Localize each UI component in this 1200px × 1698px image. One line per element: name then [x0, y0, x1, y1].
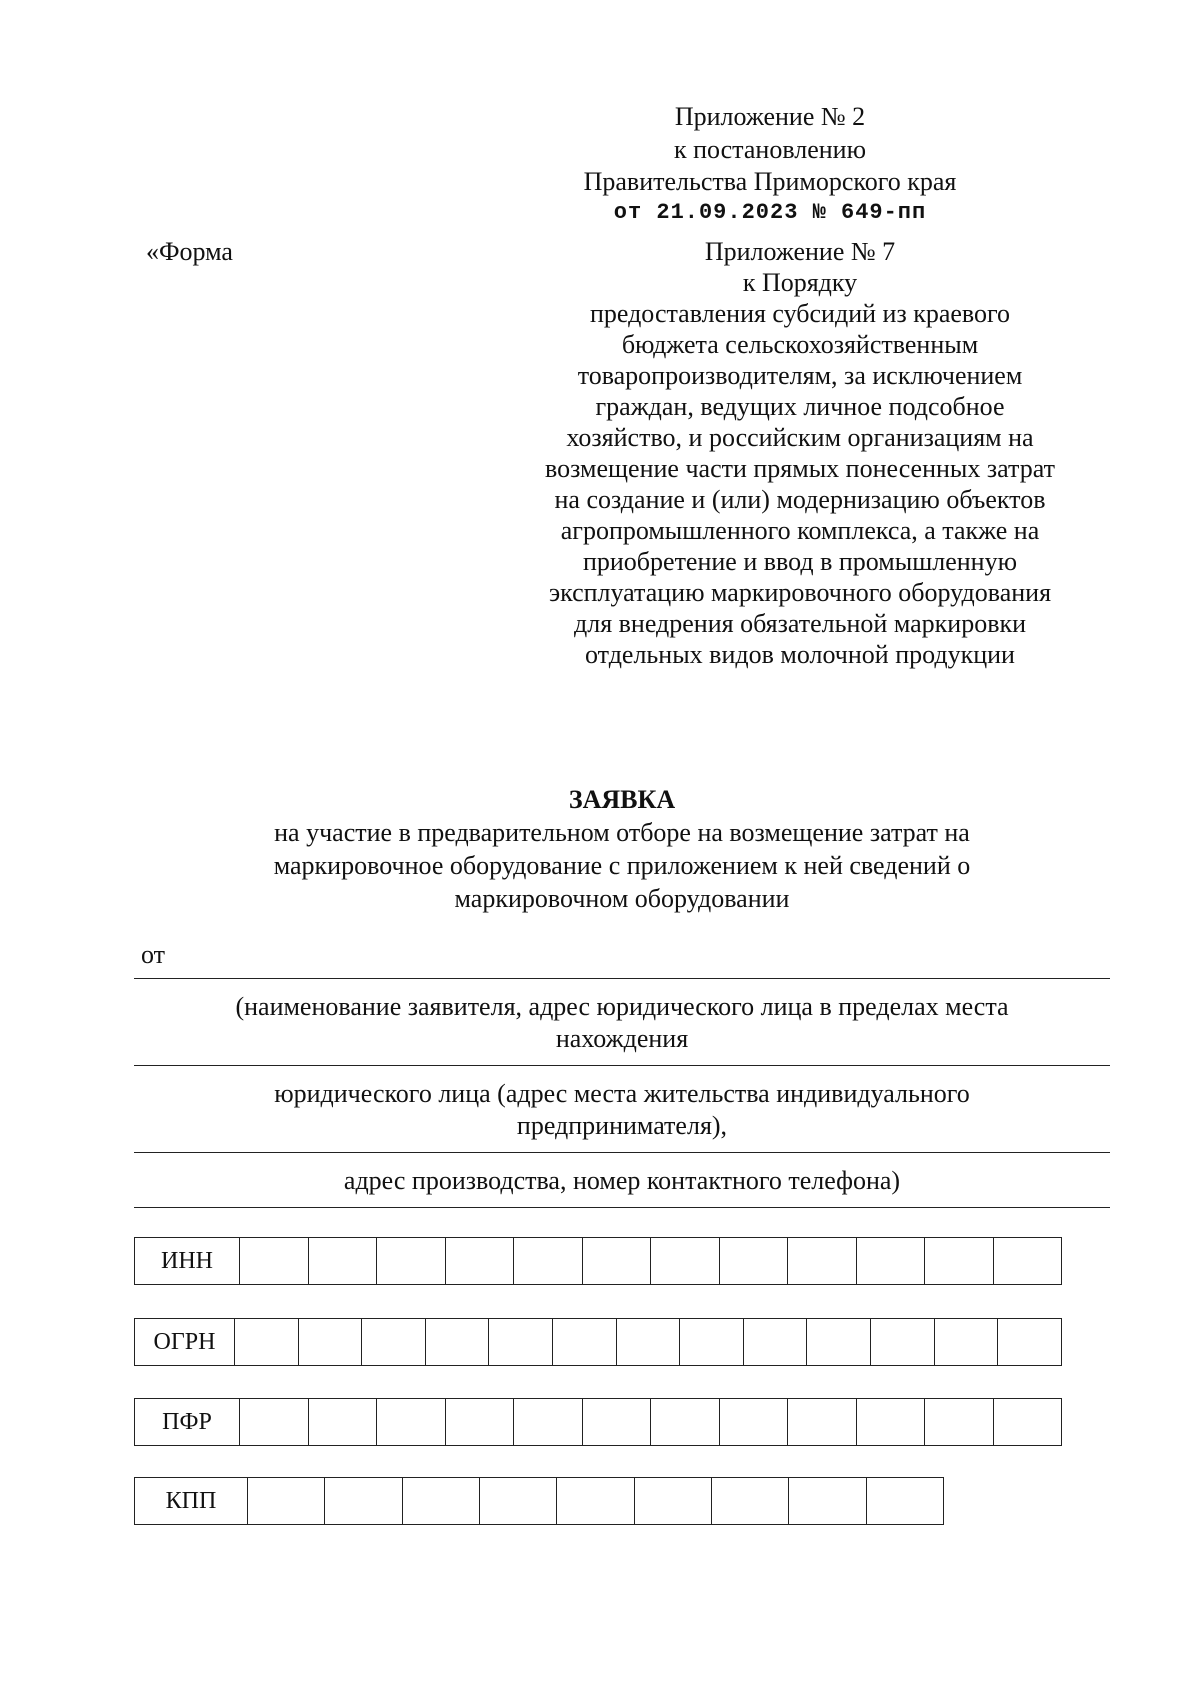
applicant-caption: нахождения	[555, 1024, 689, 1053]
digit-cell[interactable]	[583, 1238, 652, 1284]
digit-cell[interactable]	[680, 1319, 744, 1365]
applicant-caption: адрес производства, номер контактного телефона)	[343, 1166, 901, 1195]
digit-cell[interactable]	[514, 1399, 583, 1445]
appendix-7-line: отдельных видов молочной продукции	[585, 640, 1015, 669]
appendix-2-government: Правительства Приморского края	[583, 167, 957, 196]
digit-cell[interactable]	[309, 1399, 378, 1445]
digit-cell[interactable]	[720, 1238, 789, 1284]
digit-cell[interactable]	[871, 1319, 935, 1365]
appendix-7-line: граждан, ведущих личное подсобное	[595, 392, 1005, 421]
kpp-field[interactable]	[134, 1477, 944, 1525]
appendix-7-line: эксплуатацию маркировочного оборудования	[548, 578, 1052, 607]
digit-cell[interactable]	[994, 1238, 1062, 1284]
appendix-7-line: предоставления субсидий из краевого	[589, 299, 1011, 328]
resolution-reference: от 21.09.2023 № 649-пп	[613, 200, 927, 225]
digit-cell[interactable]	[583, 1399, 652, 1445]
from-label: от	[141, 940, 166, 969]
application-title: ЗАЯВКА	[568, 785, 676, 814]
appendix-7-title: Приложение № 7	[704, 237, 896, 266]
appendix-7-line: возмещение части прямых понесенных затрат	[545, 454, 1055, 483]
digit-cell[interactable]	[651, 1399, 720, 1445]
applicant-fill-line[interactable]	[134, 1065, 1110, 1066]
applicant-fill-line[interactable]	[134, 978, 1110, 979]
digit-cell[interactable]	[362, 1319, 426, 1365]
digit-cell[interactable]	[553, 1319, 617, 1365]
digit-cell[interactable]	[617, 1319, 681, 1365]
appendix-7-line: бюджета сельскохозяйственным	[621, 330, 979, 359]
appendix-7-line: хозяйство, и российским организациям на	[566, 423, 1034, 452]
pfr-label: ПФР	[135, 1399, 240, 1445]
digit-cell[interactable]	[998, 1319, 1061, 1365]
digit-cell[interactable]	[480, 1478, 557, 1524]
appendix-7-line: товаропроизводителям, за исключением	[577, 361, 1023, 390]
digit-cell[interactable]	[235, 1319, 299, 1365]
digit-cell[interactable]	[788, 1399, 857, 1445]
kpp-label: КПП	[135, 1478, 248, 1524]
digit-cell[interactable]	[925, 1238, 994, 1284]
application-subtitle-line: маркировочное оборудование с приложением к ней сведений о	[273, 851, 971, 880]
digit-cell[interactable]	[788, 1238, 857, 1284]
ogrn-field[interactable]	[134, 1318, 1062, 1366]
digit-cell[interactable]	[857, 1238, 926, 1284]
form-label: «Форма	[146, 237, 233, 266]
appendix-7-line: приобретение и ввод в промышленную	[582, 547, 1018, 576]
digit-cell[interactable]	[309, 1238, 378, 1284]
digit-cell[interactable]	[446, 1238, 515, 1284]
appendix-2-title: Приложение № 2	[674, 102, 866, 131]
digit-cell[interactable]	[994, 1399, 1062, 1445]
application-subtitle-line: на участие в предварительном отборе на возмещение затрат на	[274, 818, 970, 847]
digit-cell[interactable]	[377, 1238, 446, 1284]
appendix-2-to-resolution: к постановлению	[673, 135, 867, 164]
digit-cell[interactable]	[789, 1478, 866, 1524]
digit-cell[interactable]	[867, 1478, 943, 1524]
digit-cell[interactable]	[925, 1399, 994, 1445]
digit-cell[interactable]	[446, 1399, 515, 1445]
appendix-7-line: агропромышленного комплекса, а также на	[560, 516, 1040, 545]
digit-cell[interactable]	[377, 1399, 446, 1445]
applicant-caption: предпринимателя),	[516, 1111, 728, 1140]
digit-cell[interactable]	[489, 1319, 553, 1365]
digit-cell[interactable]	[935, 1319, 999, 1365]
applicant-fill-line[interactable]	[134, 1152, 1110, 1153]
digit-cell[interactable]	[403, 1478, 480, 1524]
digit-cell[interactable]	[426, 1319, 490, 1365]
digit-cell[interactable]	[635, 1478, 712, 1524]
digit-cell[interactable]	[248, 1478, 325, 1524]
digit-cell[interactable]	[712, 1478, 789, 1524]
digit-cell[interactable]	[240, 1399, 309, 1445]
appendix-7-line: на создание и (или) модернизацию объектов	[554, 485, 1046, 514]
digit-cell[interactable]	[240, 1238, 309, 1284]
digit-cell[interactable]	[557, 1478, 634, 1524]
ogrn-label: ОГРН	[135, 1319, 235, 1365]
pfr-field[interactable]	[134, 1398, 1062, 1446]
applicant-fill-line[interactable]	[134, 1207, 1110, 1208]
digit-cell[interactable]	[325, 1478, 402, 1524]
digit-cell[interactable]	[299, 1319, 363, 1365]
digit-cell[interactable]	[720, 1399, 789, 1445]
appendix-7-line: к Порядку	[742, 268, 858, 297]
applicant-caption: юридического лица (адрес места жительства индивидуального	[274, 1079, 970, 1108]
applicant-caption: (наименование заявителя, адрес юридического лица в пределах места	[235, 992, 1009, 1021]
digit-cell[interactable]	[514, 1238, 583, 1284]
digit-cell[interactable]	[744, 1319, 808, 1365]
digit-cell[interactable]	[651, 1238, 720, 1284]
digit-cell[interactable]	[807, 1319, 871, 1365]
application-subtitle-line: маркировочном оборудовании	[454, 884, 790, 913]
inn-field[interactable]	[134, 1237, 1062, 1285]
inn-label: ИНН	[135, 1238, 240, 1284]
digit-cell[interactable]	[857, 1399, 926, 1445]
appendix-7-line: для внедрения обязательной маркировки	[573, 609, 1027, 638]
